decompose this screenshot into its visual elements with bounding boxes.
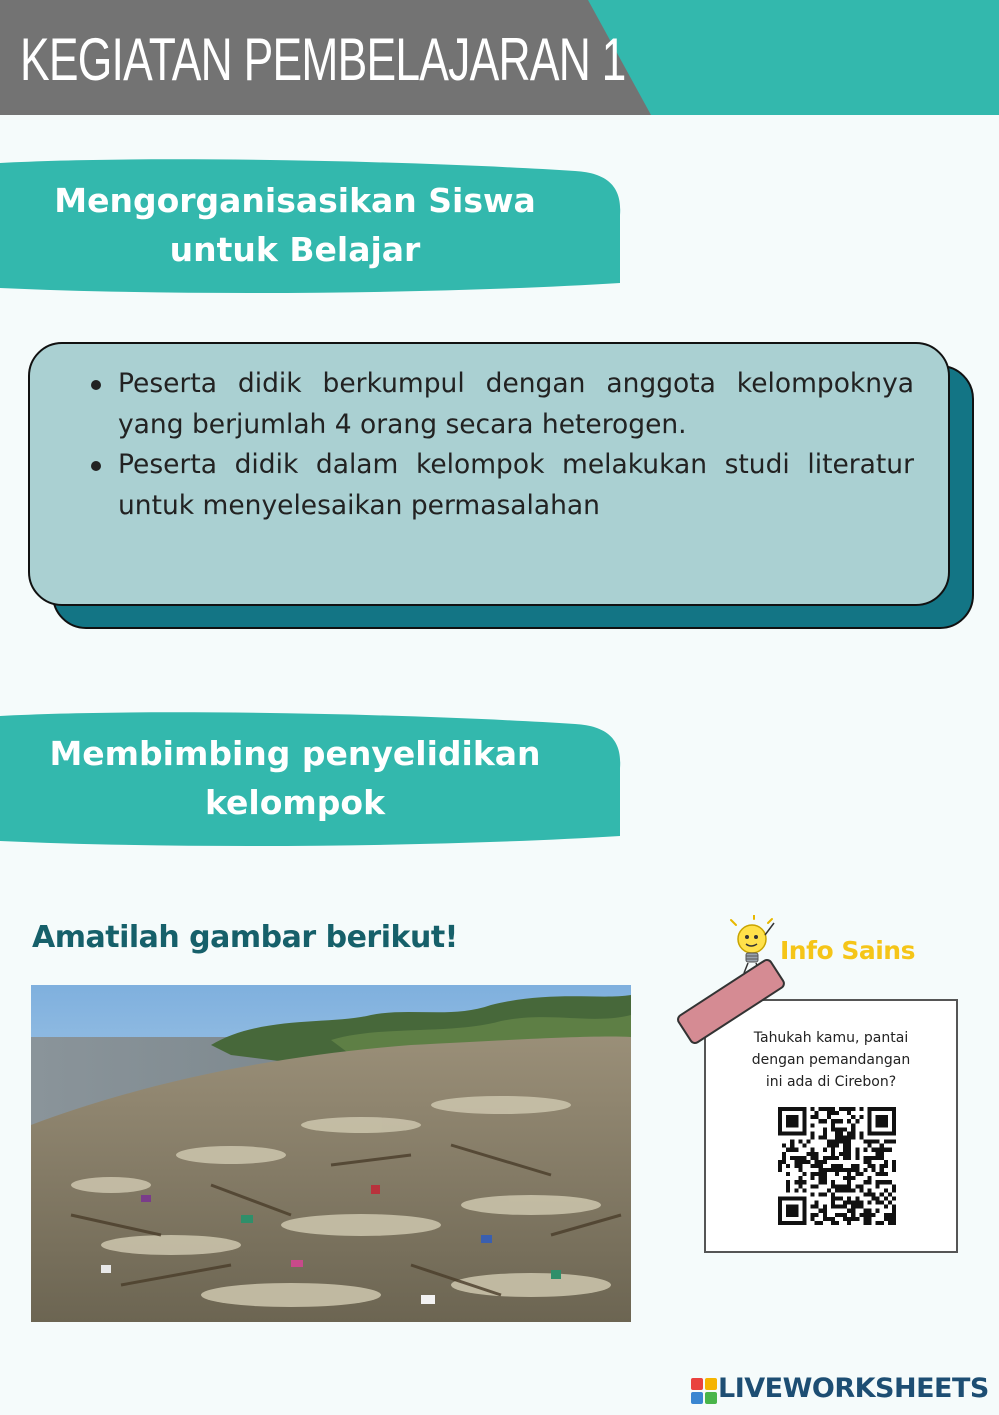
- section-title-line2: untuk Belajar: [169, 230, 421, 269]
- beach-photo-illustration: [31, 985, 631, 1322]
- info-note-text: [706, 1027, 956, 1093]
- info-line: ini ada di Cirebon?: [765, 1074, 897, 1090]
- section-title-line2: kelompok: [204, 783, 386, 822]
- info-sains-title: Info Sains: [780, 936, 915, 965]
- list-item: Peserta didik berkumpul dengan anggota kelompoknya yang berjumlah 4 orang secara heterogen.: [118, 364, 914, 445]
- page-title: KEGIATAN PEMBELAJARAN 1: [20, 26, 626, 93]
- section-title: [0, 155, 590, 295]
- section-banner-investigation: [0, 708, 622, 848]
- section-banner-organize: [0, 155, 622, 295]
- section-title-line1: Membimbing penyelidikan: [49, 734, 541, 773]
- section-title: [0, 708, 590, 848]
- info-line: dengan pemandangan: [751, 1052, 911, 1068]
- activity-list: [118, 364, 914, 526]
- list-item: Peserta didik dalam kelompok melakukan studi literatur untuk menyelesaikan permasalahan: [118, 445, 914, 526]
- observe-heading: Amatilah gambar berikut!: [32, 920, 458, 955]
- liveworksheets-brand: LIVEWORKSHEETS: [718, 1373, 989, 1404]
- section-title-line1: Mengorganisasikan Siswa: [54, 181, 536, 220]
- liveworksheets-logo-icon: [690, 1377, 718, 1405]
- info-line: Tahukah kamu, pantai: [753, 1030, 909, 1046]
- beach-waste-photo: [31, 985, 631, 1322]
- qr-code[interactable]: [778, 1107, 896, 1225]
- activity-card: [28, 342, 950, 606]
